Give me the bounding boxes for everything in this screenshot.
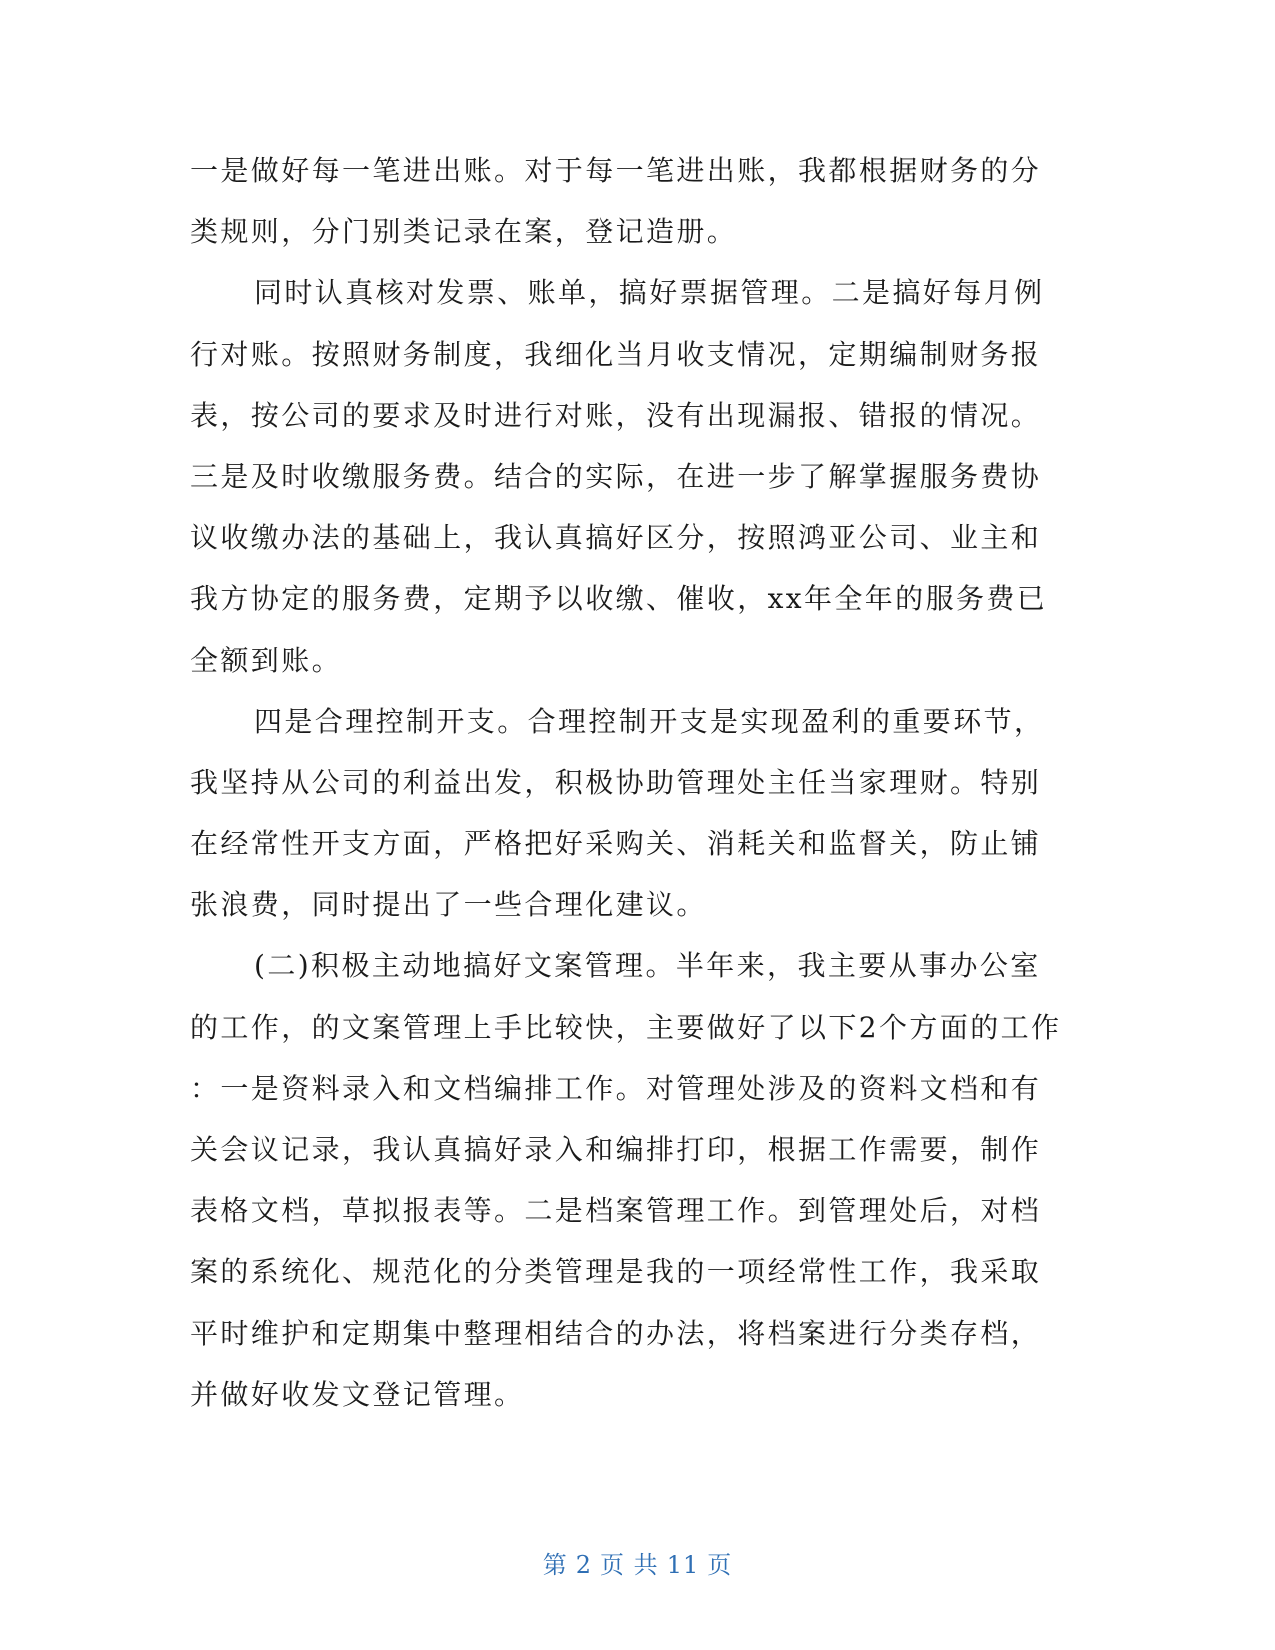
paragraph-start-line: (二)积极主动地搞好文案管理。半年来，我主要从事办公室 — [254, 949, 1041, 983]
text-line: ：一是资料录入和文档编排工作。对管理处涉及的资料文档和有 — [190, 1071, 1042, 1105]
text-line: 一是做好每一笔进出账。对于每一笔进出账，我都根据财务的分 — [190, 154, 1042, 187]
total-page-count: 11 — [666, 1551, 700, 1579]
text-line: 表格文档，草拟报表等。二是档案管理工作。到管理处后，对档 — [190, 1194, 1042, 1228]
text-line: 行对账。按照财务制度，我细化当月收支情况，定期编制财务报 — [190, 337, 1042, 371]
current-page-number: 2 — [575, 1551, 593, 1579]
footer-middle: 页 共 — [600, 1551, 659, 1579]
document-body — [190, 140, 1070, 1425]
text-line: 议收缴办法的基础上，我认真搞好区分，按照鸿亚公司、业主和 — [190, 521, 1042, 555]
text-line: 并做好收发文登记管理。 — [190, 1377, 525, 1411]
footer-prefix: 第 — [542, 1551, 568, 1579]
text-line: 在经常性开支方面，严格把好采购关、消耗关和监督关，防止铺 — [190, 827, 1042, 861]
text-line: 张浪费，同时提出了一些合理化建议。 — [190, 888, 707, 922]
text-line: 平时维护和定期集中整理相结合的办法，将档案进行分类存档， — [190, 1316, 1042, 1350]
paragraph-start-line: 四是合理控制开支。合理控制开支是实现盈利的重要环节， — [254, 704, 1045, 738]
page-number-footer — [0, 1545, 1275, 1580]
text-line: 全额到账。 — [190, 643, 343, 677]
paragraph-start-line: 同时认真核对发票、账单，搞好票据管理。二是搞好每月例 — [254, 276, 1045, 310]
text-line: 我坚持从公司的利益出发，积极协助管理处主任当家理财。特别 — [190, 765, 1042, 799]
text-line: 表，按公司的要求及时进行对账，没有出现漏报、错报的情况。 — [190, 398, 1042, 432]
text-line: 案的系统化、规范化的分类管理是我的一项经常性工作，我采取 — [190, 1255, 1042, 1289]
footer-suffix: 页 — [707, 1551, 733, 1579]
text-line: 关会议记录，我认真搞好录入和编排打印，根据工作需要，制作 — [190, 1133, 1042, 1166]
text-line: 我方协定的服务费，定期予以收缴、催收，xx年全年的服务费已 — [190, 582, 1048, 616]
text-line: 三是及时收缴服务费。结合的实际，在进一步了解掌握服务费协 — [190, 459, 1042, 493]
text-line: 类规则，分门别类记录在案，登记造册。 — [190, 215, 738, 249]
text-line: 的工作，的文案管理上手比较快，主要做好了以下2个方面的工作 — [190, 1010, 1062, 1044]
